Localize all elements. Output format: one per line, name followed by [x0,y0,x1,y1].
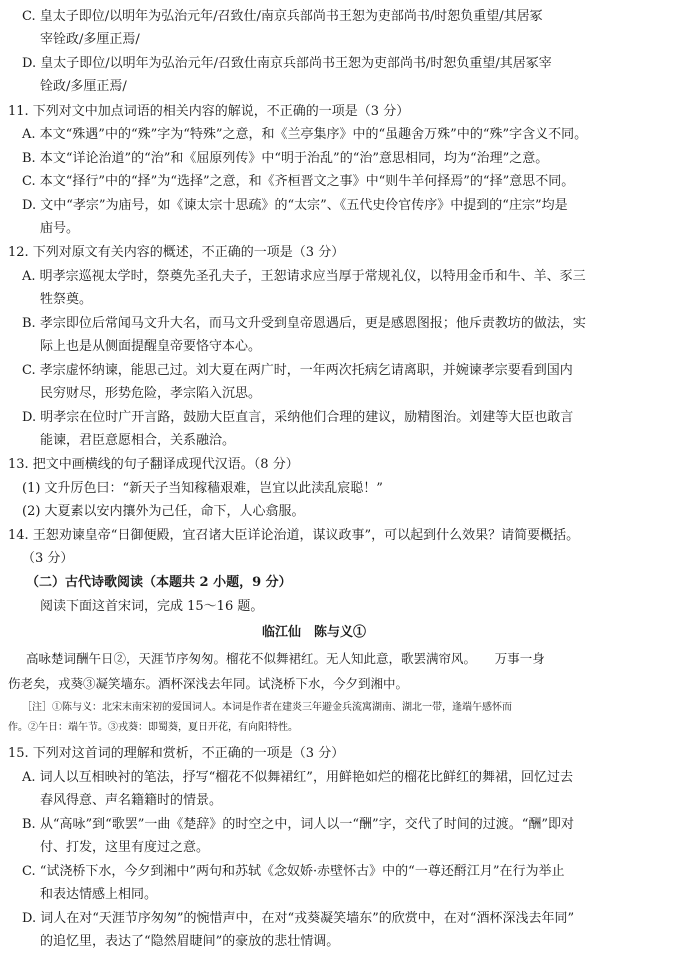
q12-option-d-line2: 能谏，君臣意愿相合，关系融洽。 [40,433,236,448]
section-heading-poetry: （二）古代诗歌阅读（本题共 2 小题，9 分） [26,575,292,590]
q14-stem-line1: 14. 王恕劝谏皇帝“日御便殿，宜召诸大臣详论治道，谋议政事”，可以起到什么效果？请简要概括。 [8,528,580,543]
q10-option-c-line2: 宰铨政/多厘正焉/ [40,32,140,47]
q14-stem-line2: （3 分） [22,551,74,566]
q15-option-b-line1: B. 从“高咏”到“歌罢”一曲《楚辞》的时空之中，词人以一“酬”字，交代了时间的过渡。“酬”即对 [22,817,574,832]
q11-option-b: B. 本文“详论治道”的“治”和《屈原列传》中“明于治乱”的“治”意思相同，均为“治理”之意。 [22,151,549,166]
poem-line2: 伤老矣，戎葵③凝笑墙东。酒杯深浅去年同。试浇桥下水，今夕到湘中。 [8,676,409,691]
q11-option-c: C. 本文“择行”中的“择”为“选择”之意，和《齐桓晋文之事》中“则牛羊何择焉”的“择”意思不同。 [22,174,575,189]
poem-note-line1: ［注］①陈与义：北宋末南宋初的爱国词人。本词是作者在建炎三年避金兵流寓湖南、湖北一带，逢端午感怀而 [22,702,512,713]
q15-option-c-line1: C. “试浇桥下水，今夕到湘中”两句和苏轼《念奴娇·赤壁怀古》中的“一尊还酹江月”在行为举止 [22,864,565,879]
q15-option-d-line1: D. 词人在对“天涯节序匆匆”的惋惜声中，在对“戎葵凝笑墙东”的欣赏中，在对“酒杯深浅去年同” [22,911,575,926]
q12-option-b-line1: B. 孝宗即位后常闻马文升大名，而马文升受到皇帝恩遇后，更是感恩图报；他斥责教坊的做法，实 [22,316,586,331]
poem-note-line2: 作。②午日：端午节。③戎葵：即蜀葵，夏日开花，有向阳特性。 [8,722,298,733]
q10-option-d-line2: 铨政/多厘正焉/ [40,79,127,94]
q15-stem: 15. 下列对这首词的理解和赏析，不正确的一项是（3 分） [8,746,345,761]
poetry-instruction: 阅读下面这首宋词，完成 15～16 题。 [40,599,264,614]
q11-option-d-line1: D. 文中“孝宗”为庙号，如《谏太宗十思疏》的“太宗”、《五代史伶官传序》中提到的“庄宗”均是 [22,198,568,213]
q12-option-c-line2: 民穷财尽，形势危险，孝宗陷入沉思。 [40,386,262,401]
q15-option-d-line2: 的追忆里，表达了“隐然眉睫间”的豪放的悲壮情调。 [40,934,340,949]
q12-option-a-line2: 牲祭奠。 [40,292,93,307]
q11-stem: 11. 下列对文中加点词语的相关内容的解说，不正确的一项是（3 分） [8,104,410,119]
q12-option-d-line1: D. 明孝宗在位时广开言路，鼓励大臣直言，采纳他们合理的建议，励精图治。刘建等大臣也敢言 [22,410,574,425]
q12-option-b-line2: 际上也是从侧面提醒皇帝要恪守本心。 [40,339,262,354]
q15-option-a-line1: A. 词人以互相映衬的笔法，抒写“榴花不似舞裙红”，用鲜艳如烂的榴花比鲜红的舞裙，回忆过去 [22,770,573,785]
q13-stem: 13. 把文中画横线的句子翻译成现代汉语。（8 分） [8,457,299,472]
q11-option-d-line2: 庙号。 [40,221,80,236]
q10-option-d-line1: D. 皇太子即位/以明年为弘治元年/召致仕南京兵部尚书王恕为吏部尚书/时恕负重望/其居冢宰 [22,56,552,71]
q13-item-2: (2) 大夏素以安内攘外为己任，命下，人心翕服。 [22,504,305,519]
q12-option-c-line1: C. 孝宗虚怀纳谏，能思己过。刘大夏在两广时，一年两次托病乞请离职，并婉谏孝宗要看到国内 [22,363,573,378]
q15-option-b-line2: 付、打发，这里有度过之意。 [40,840,210,855]
q10-option-c-line1: C. 皇太子即位/以明年为弘治元年/召致仕/南京兵部尚书王恕为吏部尚书/时恕负重望/其居冢 [22,9,543,24]
poem-title: 临江仙 陈与义① [262,625,367,640]
q12-option-a-line1: A. 明孝宗巡视太学时，祭奠先圣孔夫子，王恕请求应当厚于常规礼仪，以特用金币和牛、羊、豕三 [22,269,586,284]
q11-option-a: A. 本文“殊遇”中的“殊”字为“特殊”之意，和《兰亭集序》中的“虽趣舍万殊”中的“殊”字含义不同。 [22,127,588,142]
q12-stem: 12. 下列对原文有关内容的概述，不正确的一项是（3 分） [8,245,345,260]
q15-option-c-line2: 和表达情感上相同。 [40,887,158,902]
q13-item-1: (1) 文升厉色曰：“新天子当知稼穑艰难，岂宜以此渎乱宸聪！” [22,481,383,496]
poem-line1: 高咏楚词酬午日②，天涯节序匆匆。榴花不似舞裙红。无人知此意，歌罢满帘风。 万事一身 [26,651,545,666]
q15-option-a-line2: 春风得意、声名籍籍时的情景。 [40,793,223,808]
